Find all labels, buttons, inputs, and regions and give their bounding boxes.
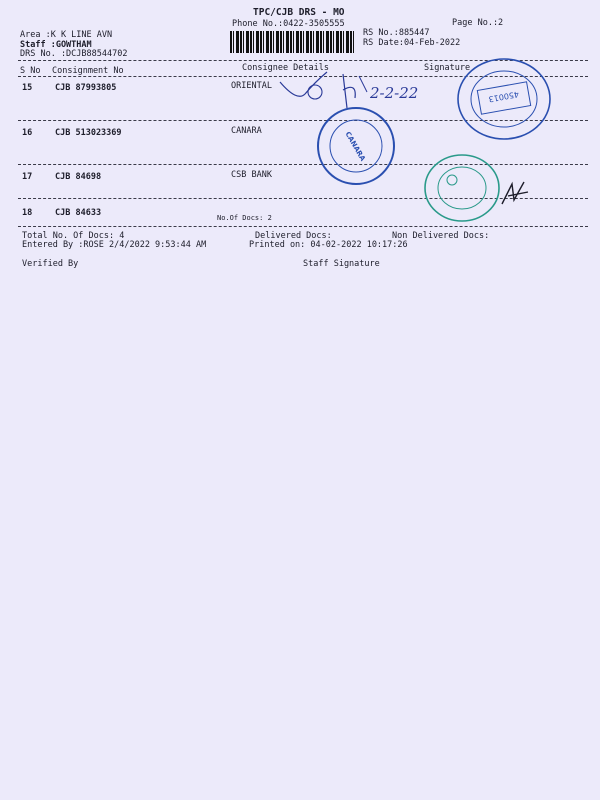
- staff-label: Staff :GOWTHAM: [20, 40, 92, 50]
- total-docs: Total No. Of Docs: 4: [22, 231, 125, 241]
- row-consignee: CSB BANK: [231, 170, 272, 180]
- row-consignment: CJB 84698: [55, 172, 102, 182]
- row-consignment: CJB 513023369: [55, 128, 122, 138]
- col-header-consignment: Consignment No: [52, 66, 124, 76]
- no-of-docs: No.Of Docs: 2: [217, 214, 272, 222]
- row-consignee: ORIENTAL: [231, 81, 272, 91]
- row-consignee: CANARA: [231, 126, 262, 136]
- divider: [18, 164, 588, 165]
- drs-number: DRS No. :DCJB88544702: [20, 49, 128, 59]
- row-sno: 18: [22, 208, 33, 218]
- barcode: [230, 31, 354, 53]
- col-header-signature: Signature: [424, 63, 471, 73]
- col-header-sno: S No: [20, 66, 41, 76]
- signature-scribble: [498, 178, 532, 208]
- svg-text:CANARA: CANARA: [343, 130, 367, 163]
- col-header-consignee: Consignee Details: [242, 63, 329, 73]
- page-number: Page No.:2: [452, 18, 504, 28]
- svg-text:450013: 450013: [487, 89, 520, 104]
- non-delivered-docs: Non Delivered Docs:: [392, 231, 490, 241]
- canara-bank-stamp: [315, 105, 397, 187]
- csb-bank-stamp: [422, 152, 502, 224]
- row-consignment: CJB 87993805: [55, 83, 117, 93]
- entered-by: Entered By :ROSE 2/4/2022 9:53:44 AM: [22, 240, 207, 250]
- rs-date: RS Date:04-Feb-2022: [363, 38, 461, 48]
- delivered-docs: Delivered Docs:: [255, 231, 332, 241]
- row-consignment: CJB 84633: [55, 208, 102, 218]
- staff-signature-label: Staff Signature: [303, 259, 380, 269]
- row-sno: 15: [22, 83, 33, 93]
- divider: [18, 226, 588, 227]
- phone-number: Phone No.:0422-3505555: [232, 19, 345, 29]
- document-title: TPC/CJB DRS - MO: [253, 7, 345, 18]
- row-sno: 17: [22, 172, 33, 182]
- printed-on: Printed on: 04-02-2022 10:17:26: [249, 240, 408, 250]
- oriental-insurance-stamp: [455, 56, 553, 142]
- row-sno: 16: [22, 128, 33, 138]
- verified-by: Verified By: [22, 259, 79, 269]
- rs-number: RS No.:885447: [363, 28, 430, 38]
- area-label: Area :K K LINE AVN: [20, 30, 113, 40]
- handwritten-date: 2-2-22: [370, 84, 419, 102]
